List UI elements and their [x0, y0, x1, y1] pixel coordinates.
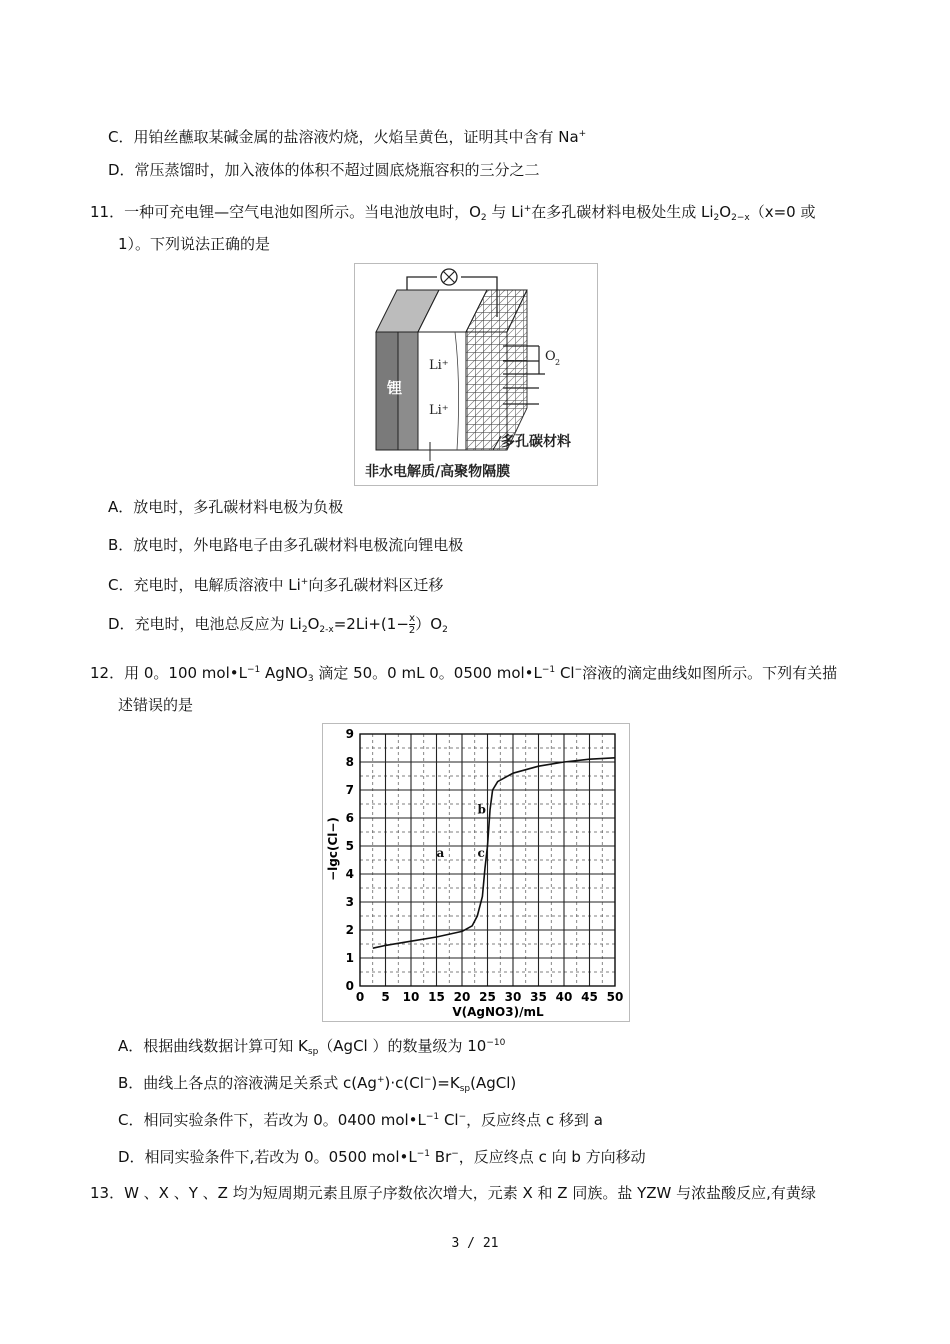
- o2-label: O: [545, 349, 556, 364]
- point-label-c: c: [477, 846, 485, 860]
- y-tick-label: 2: [345, 923, 354, 937]
- text: =2Li+(1−: [333, 615, 409, 633]
- text: Br: [430, 1148, 452, 1166]
- text: AgNO: [260, 664, 308, 682]
- y-axis-label: −lgc(Cl−): [326, 817, 340, 881]
- x-tick-label: 50: [606, 990, 624, 1004]
- porous-carbon: [466, 332, 507, 450]
- subscript: 2: [301, 625, 308, 635]
- text: Cl: [439, 1111, 459, 1129]
- text: C．充电时，电解质溶液中 Li: [108, 576, 301, 594]
- superscript: −: [574, 665, 583, 675]
- subscript: 2−x: [731, 213, 750, 223]
- q12-option-c: [118, 1107, 603, 1130]
- text: 12．用 0。100 mol•L: [90, 664, 247, 682]
- chart-curve: [373, 758, 615, 948]
- superscript: −10: [486, 1038, 506, 1048]
- x-tick-label: 5: [381, 990, 390, 1004]
- lithium-label: 锂: [387, 379, 403, 397]
- page-number: 3 / 21: [451, 1236, 499, 1251]
- text: A．根据曲线数据计算可知 K: [118, 1037, 308, 1055]
- y-tick-label: 6: [345, 811, 354, 825]
- q11-option-b: B．放电时，外电路电子由多孔碳材料电极流向锂电极: [108, 536, 464, 554]
- subscript: 2: [480, 213, 487, 223]
- y-tick-label: 8: [345, 755, 354, 769]
- text: 在多孔碳材料电极处生成 Li: [531, 203, 714, 221]
- x-tick-label: 40: [555, 990, 573, 1004]
- q12-option-a: [118, 1033, 505, 1062]
- text: D．相同实验条件下,若改为 0。0500 mol•L: [118, 1148, 417, 1166]
- text: （AgCl ）的数量级为 10: [318, 1037, 487, 1055]
- y-tick-label: 0: [345, 979, 354, 993]
- superscript: −1: [246, 665, 261, 675]
- x-tick-label: 35: [530, 990, 547, 1004]
- q11-option-c: [108, 572, 443, 595]
- q12-option-d: [118, 1144, 646, 1167]
- text: ，反应终点 c 向 b 方向移动: [458, 1148, 646, 1166]
- q11-stem-line1: [90, 199, 815, 228]
- x-tick-label: 0: [355, 990, 365, 1004]
- li-ion-label-2: Li⁺: [429, 403, 449, 418]
- q12-option-b: [118, 1070, 516, 1099]
- text: C．相同实验条件下，若改为 0。0400 mol•L: [118, 1111, 426, 1129]
- text: D．充电时，电池总反应为 Li: [108, 615, 302, 633]
- x-tick-label: 10: [402, 990, 420, 1004]
- subscript: 2-x: [319, 625, 334, 635]
- q10-option-c: [108, 124, 586, 147]
- text: O: [307, 615, 320, 633]
- text: ，反应终点 c 移到 a: [466, 1111, 603, 1129]
- point-label-a: a: [436, 846, 445, 860]
- subscript: 2: [713, 213, 720, 223]
- subscript: sp: [459, 1084, 471, 1094]
- x-tick-label: 25: [479, 990, 496, 1004]
- superscript: −: [458, 1112, 467, 1122]
- q11-option-a: A．放电时，多孔碳材料电极为负极: [108, 498, 344, 516]
- chart-grid: [360, 734, 615, 986]
- battery-diagram: [355, 264, 597, 485]
- y-tick-label: 1: [345, 951, 354, 965]
- x-tick-label: 30: [504, 990, 522, 1004]
- q10-option-c-text: C．用铂丝蘸取某碱金属的盐溶液灼烧，火焰呈黄色，证明其中含有 Na: [108, 128, 579, 146]
- text: Cl: [555, 664, 575, 682]
- x-tick-label: 45: [581, 990, 598, 1004]
- fraction-numerator: x: [409, 613, 416, 624]
- x-axis-label: V(AgNO3)/mL: [452, 1005, 544, 1019]
- q12-stem-line2: 述错误的是: [118, 696, 194, 714]
- text: 向多孔碳材料区迁移: [308, 576, 444, 594]
- fraction-denominator: 2: [408, 625, 416, 636]
- q11-stem-line2: 1）。下列说法正确的是: [118, 235, 271, 253]
- q11-option-d: [108, 613, 448, 640]
- x-tick-label: 15: [428, 990, 445, 1004]
- battery-figure: [354, 263, 598, 486]
- text: 11．一种可充电锂—空气电池如图所示。当电池放电时，O: [90, 203, 481, 221]
- text: (AgCl): [470, 1074, 517, 1092]
- superscript: −: [451, 1149, 459, 1159]
- text: 滴定 50。0 mL 0。0500 mol•L: [313, 664, 542, 682]
- titration-curve: [373, 758, 615, 948]
- q12-stem-line1: [90, 660, 837, 689]
- text: )·c(Cl: [384, 1074, 424, 1092]
- superscript: +: [376, 1075, 385, 1085]
- porous-carbon-label: 多孔碳材料: [501, 434, 571, 450]
- subscript: sp: [307, 1047, 319, 1057]
- titration-chart: [322, 723, 630, 1022]
- superscript: +: [578, 129, 587, 139]
- superscript: −: [423, 1075, 432, 1085]
- subscript: 3: [307, 674, 314, 684]
- superscript: +: [300, 577, 309, 587]
- text: )=K: [431, 1074, 460, 1092]
- subscript: 2: [442, 625, 448, 635]
- y-tick-label: 3: [345, 895, 354, 909]
- point-label-b: b: [477, 802, 486, 817]
- text: ）O: [415, 615, 443, 633]
- separator-label: 非水电解质/高聚物隔膜: [365, 464, 511, 480]
- y-tick-label: 4: [345, 867, 354, 881]
- y-tick-label: 7: [345, 783, 354, 797]
- superscript: −1: [416, 1149, 431, 1159]
- text: 溶液的滴定曲线如图所示。下列有关描: [582, 664, 838, 682]
- superscript: −1: [541, 665, 556, 675]
- chart-labels: [437, 803, 486, 860]
- superscript: −1: [425, 1112, 440, 1122]
- text: O: [719, 203, 732, 221]
- superscript: +: [523, 204, 532, 214]
- q10-option-d: D．常压蒸馏时，加入液体的体积不超过圆底烧瓶容积的三分之二: [108, 161, 540, 179]
- text: B．曲线上各点的溶液满足关系式 c(Ag: [118, 1074, 377, 1092]
- x-tick-label: 20: [453, 990, 471, 1004]
- titration-chart-svg: [323, 724, 629, 1021]
- o2-subscript: 2: [555, 358, 561, 367]
- q13-stem: 13．W 、X 、Y 、Z 均为短周期元素且原子序数依次增大，元素 X 和 Z 同族。盐 YZW 与浓盐酸反应,有黄绿: [90, 1184, 816, 1202]
- li-ion-label-1: Li⁺: [429, 358, 449, 373]
- y-tick-label: 9: [345, 727, 354, 741]
- text: 与 Li: [486, 203, 524, 221]
- y-tick-label: 5: [345, 839, 354, 853]
- text: （x=0 或: [749, 203, 816, 221]
